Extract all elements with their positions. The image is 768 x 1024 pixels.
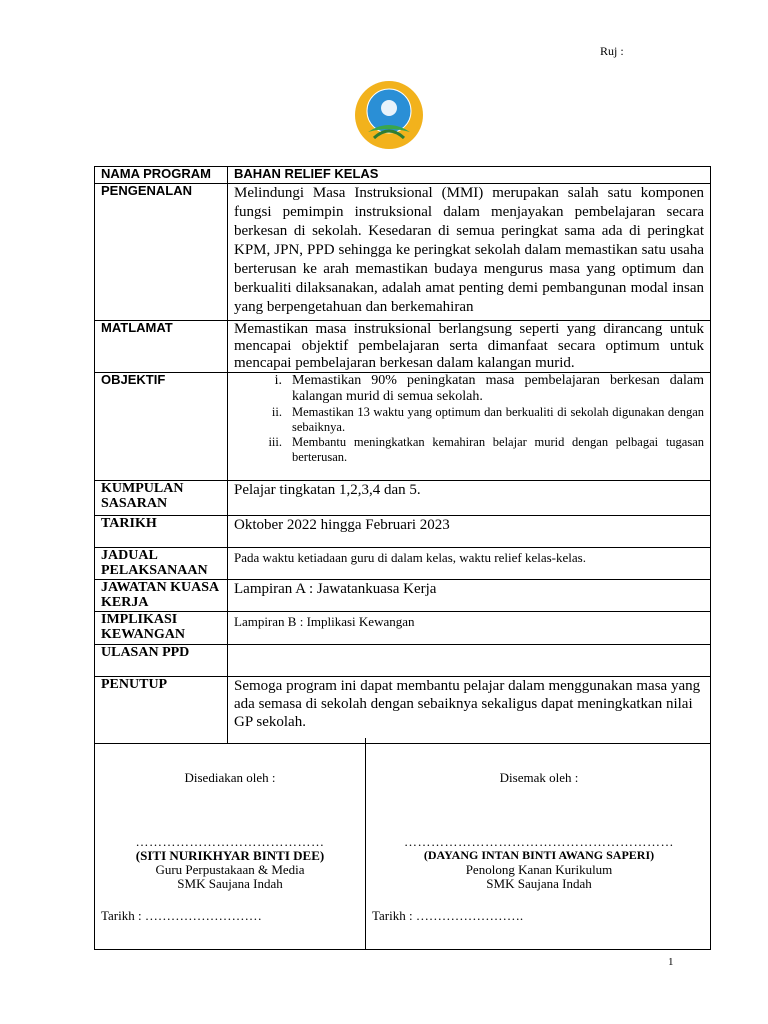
objective-list (234, 373, 704, 465)
label-ulasan-ppd: ULASAN PPD (95, 645, 228, 677)
row-ulasan-ppd (95, 645, 711, 677)
objective-text: Memastikan 13 waktu yang optimum dan berkualiti di sekolah digunakan dengan sebaiknya. (292, 405, 704, 434)
row-jawatan-kuasa-kerja (95, 580, 711, 612)
signatory-position: Guru Perpustakaan & Media (155, 862, 305, 877)
program-table (94, 166, 711, 744)
row-penutup (95, 677, 711, 744)
page-number: 1 (668, 956, 674, 968)
label-matlamat: MATLAMAT (95, 321, 228, 373)
row-objektif (95, 373, 711, 481)
value-tarikh: Oktober 2022 hingga Februari 2023 (228, 516, 711, 548)
label-implikasi-kewangan: IMPLIKASI KEWANGAN (95, 612, 228, 645)
reviewed-by-caption: Disemak oleh : (499, 770, 579, 785)
signatory-name: (SITI NURIKHYAR BINTI DEE) (135, 848, 325, 863)
signatory-position: Penolong Kanan Kurikulum (465, 862, 613, 877)
objective-item (234, 373, 704, 405)
row-implikasi-kewangan (95, 612, 711, 645)
objective-num: iii. (268, 435, 282, 449)
signature-reviewed (366, 738, 712, 949)
value-penutup: Semoga program ini dapat membantu pelajar dalam menggunakan masa yang ada semasa di sekolah dengan sebaiknya sekaligus dapat meningkatkan nilai GP sekolah. (228, 677, 711, 744)
school-logo-icon (354, 80, 424, 150)
row-pengenalan (95, 184, 711, 321)
label-tarikh: TARIKH (95, 516, 228, 548)
value-matlamat: Memastikan masa instruksional berlangsung seperti yang dirancang untuk mencapai objektif pembelajaran serta dimanfaat secara optimum untuk mencapai pembelajaran berkesan dalam kalangan murid. (228, 321, 711, 373)
label-pengenalan: PENGENALAN (95, 184, 228, 321)
value-objektif (228, 373, 711, 481)
value-kumpulan-sasaran: Pelajar tingkatan 1,2,3,4 dan 5. (228, 481, 711, 516)
signature-line: …………………………………… (135, 834, 325, 849)
value-pengenalan: Melindungi Masa Instruksional (MMI) merupakan salah satu komponen fungsi pemimpin instruksional dalam menjayakan pembelajaran secara berkesan di sekolah. Kesedaran di semua peringkat sama ada di peringkat KPM, JPN, PPD sehingga ke peringkat sekolah dalam memastikan satu usaha berterusan ke arah memastikan budaya mengurus masa yang optimum dan berkualiti dilaksanakan, adalah amat penting demi pembangunan modal insan yang berpengetahuan dan berkemahiran (228, 184, 711, 321)
label-jawatan-kuasa-kerja: JAWATAN KUASA KERJA (95, 580, 228, 612)
label-jadual-pelaksanaan: JADUAL PELAKSANAAN (95, 548, 228, 580)
label-kumpulan-sasaran: KUMPULAN SASARAN (95, 481, 228, 516)
signature-section (94, 738, 711, 950)
row-tarikh (95, 516, 711, 548)
signature-date: Tarikh : ……………………. (372, 908, 524, 923)
value-jawatan-kuasa-kerja: Lampiran A : Jawatankuasa Kerja (228, 580, 711, 612)
reference-label: Ruj : (600, 44, 624, 58)
value-implikasi-kewangan: Lampiran B : Implikasi Kewangan (228, 612, 711, 645)
row-matlamat (95, 321, 711, 373)
row-kumpulan-sasaran (95, 481, 711, 516)
label-penutup: PENUTUP (95, 677, 228, 744)
objective-item (234, 435, 704, 465)
row-jadual-pelaksanaan (95, 548, 711, 580)
value-nama-program: BAHAN RELIEF KELAS (228, 167, 711, 184)
objective-text: Memastikan 90% peningkatan masa pembelajaran berkesan dalam kalangan murid di semua sekolah. (292, 373, 704, 404)
objective-text: Membantu meningkatkan kemahiran belajar murid dengan pelbagai tugasan berterusan. (292, 435, 704, 464)
label-nama-program: NAMA PROGRAM (95, 167, 228, 184)
signatory-organization: SMK Saujana Indah (177, 876, 283, 891)
label-objektif: OBJEKTIF (95, 373, 228, 481)
objective-num: ii. (271, 405, 282, 419)
signature-prepared (95, 738, 365, 949)
row-nama-program (95, 167, 711, 184)
signatory-name: (DAYANG INTAN BINTI AWANG SAPERI) (423, 848, 655, 862)
prepared-by-caption: Disediakan oleh : (184, 770, 276, 785)
signature-line: …………………………………………………… (404, 834, 674, 849)
value-jadual-pelaksanaan: Pada waktu ketiadaan guru di dalam kelas, waktu relief kelas-kelas. (228, 548, 711, 580)
signature-date: Tarikh : ……………………… (101, 908, 262, 923)
objective-num: i. (274, 373, 282, 388)
value-ulasan-ppd (228, 645, 711, 677)
signatory-organization: SMK Saujana Indah (486, 876, 592, 891)
objective-item (234, 405, 704, 435)
